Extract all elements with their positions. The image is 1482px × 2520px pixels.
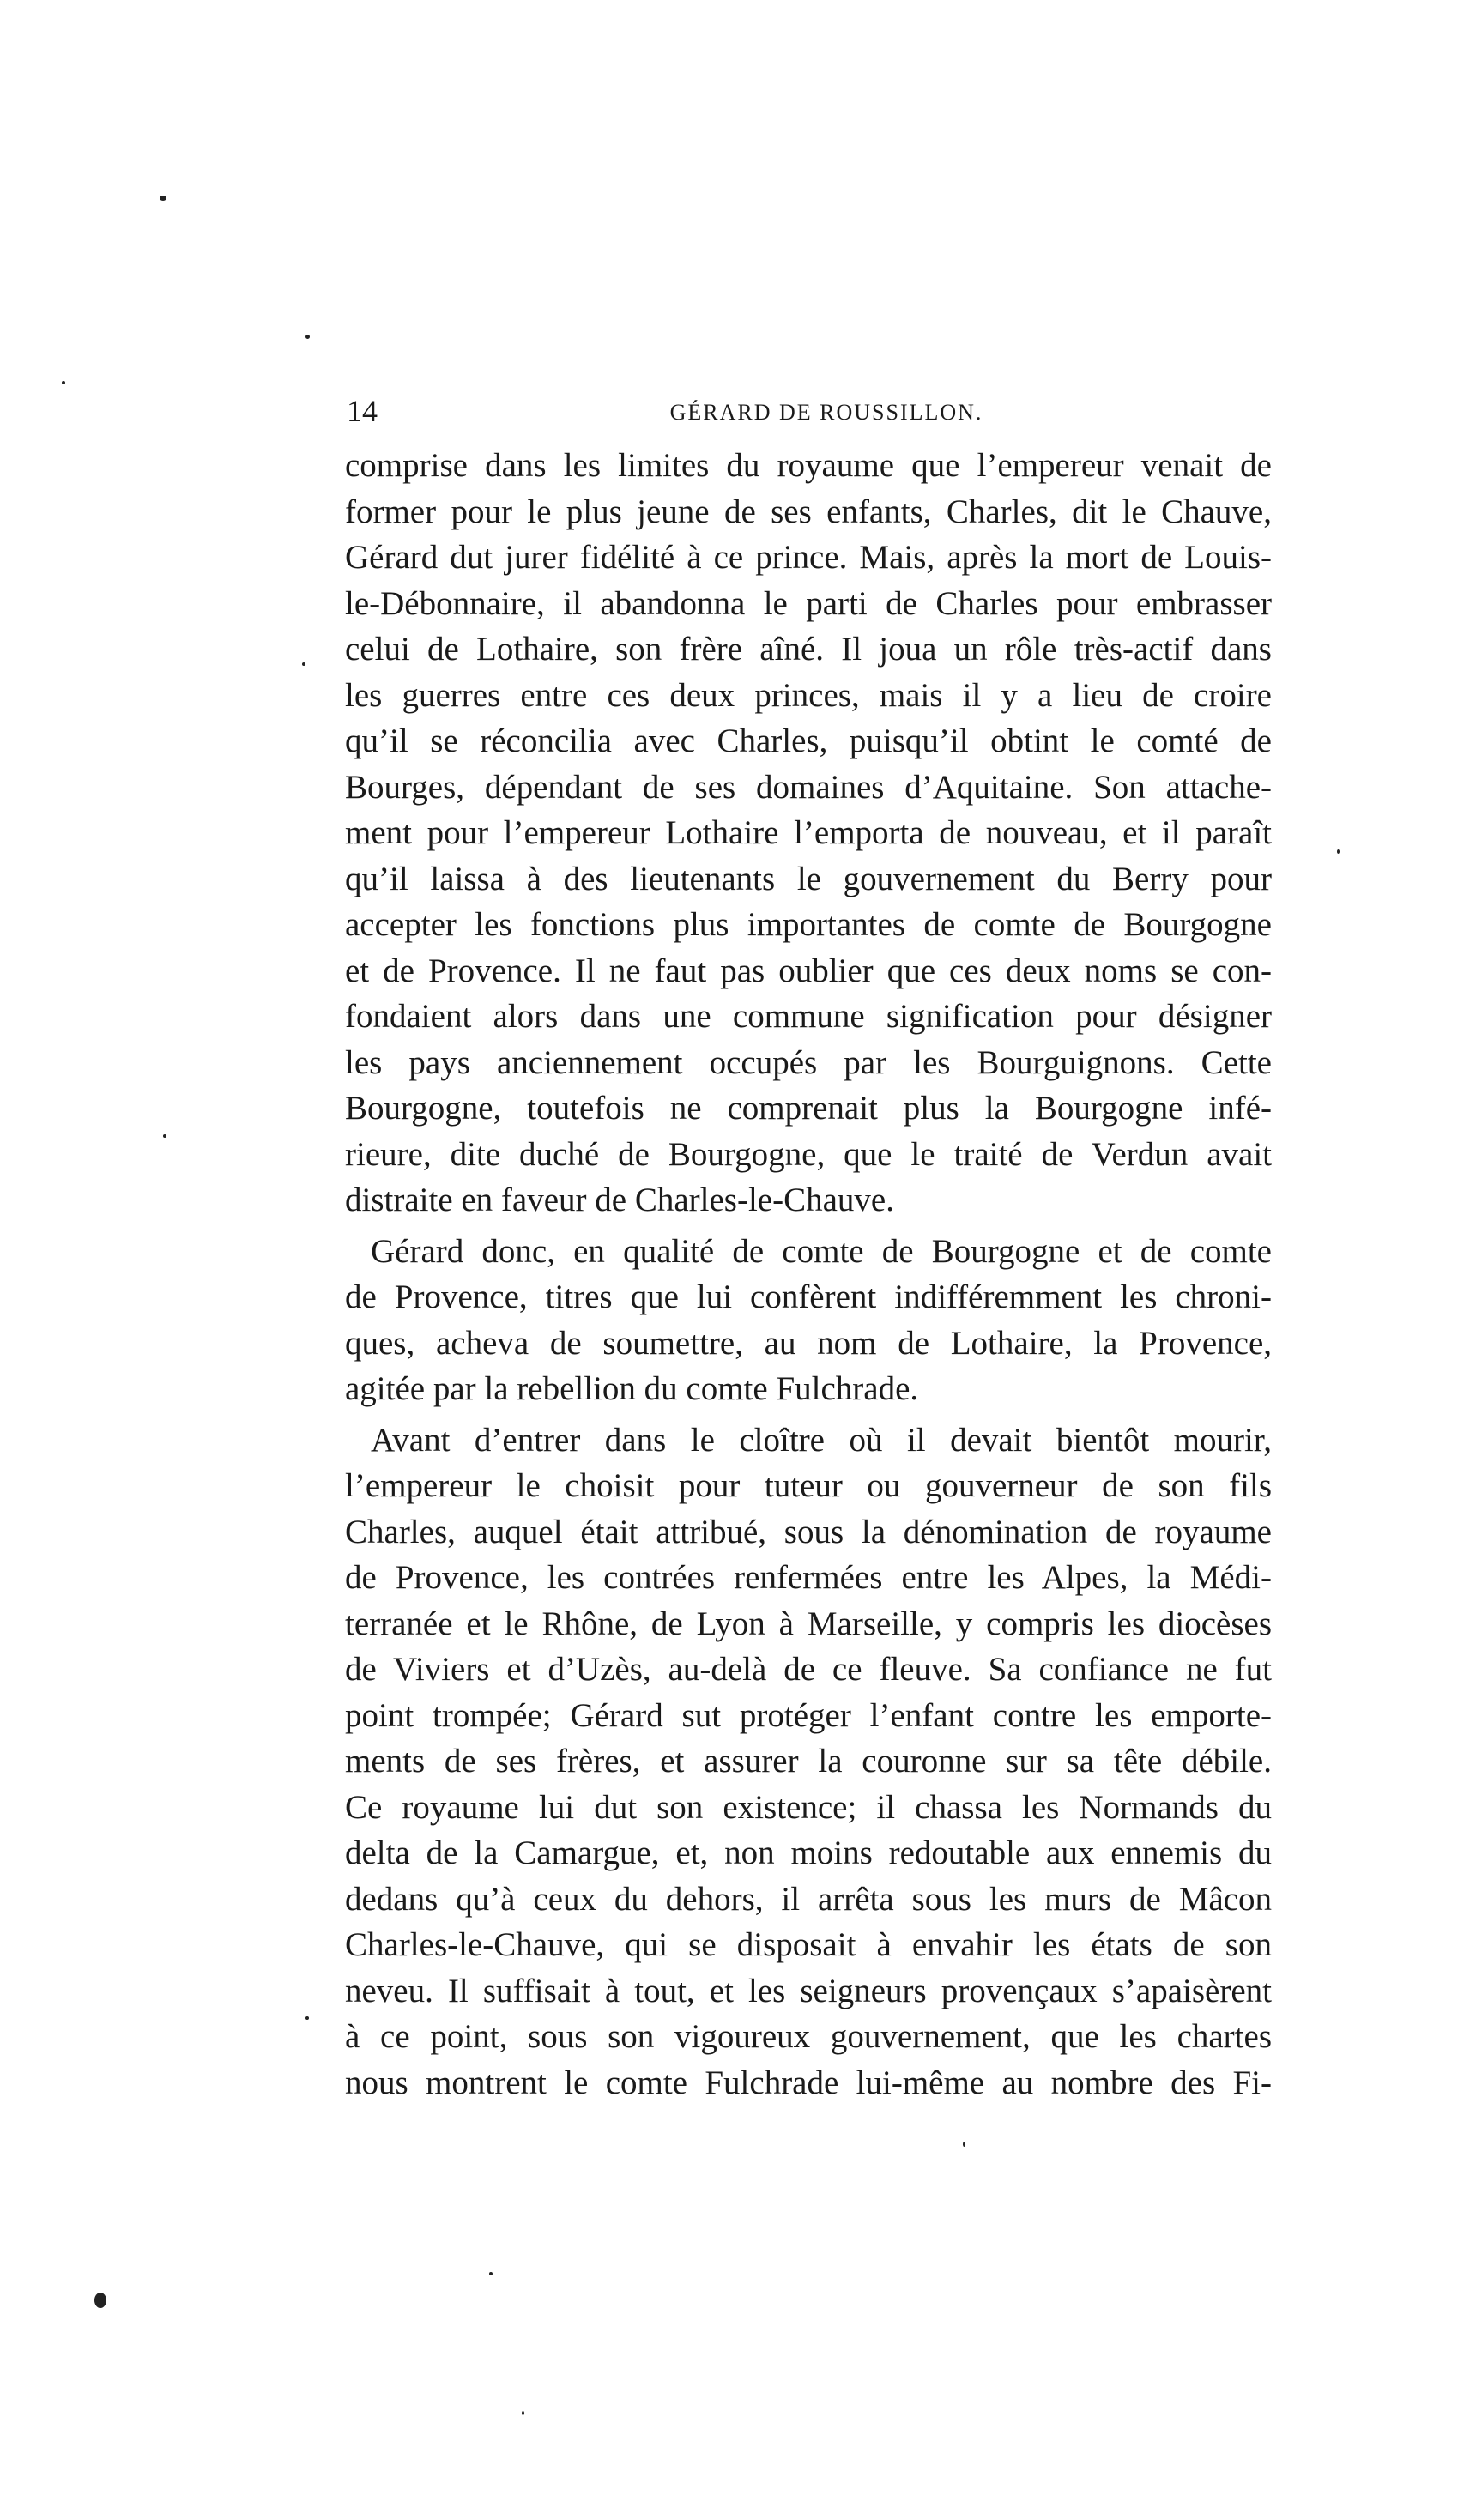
text-line: à ce point, sous son vigoureux gouvernement, que les chartes: [345, 2018, 1272, 2055]
text-line: distraite en faveur de Charles-le-Chauve.: [345, 1181, 894, 1218]
text-line: celui de Lothaire, son frère aîné. Il joua un rôle très-actif dans: [345, 631, 1272, 668]
text-line: le-Débonnaire, il abandonna le parti de Charles pour embrasser: [345, 584, 1272, 622]
text-line: delta de la Camargue, et, non moins redoutable aux ennemis du: [345, 1834, 1272, 1871]
scan-speck: [163, 1134, 166, 1138]
text-line: Charles, auquel était attribué, sous la dénomination de royaume: [345, 1513, 1272, 1550]
body-text: [345, 443, 1272, 2106]
text-line: former pour le plus jeune de ses enfants, Charles, dit le Chauve,: [345, 493, 1272, 530]
text-line: Gérard dut jurer fidélité à ce prince. Mais, après la mort de Louis-: [345, 539, 1272, 576]
text-line: Bourges, dépendant de ses domaines d’Aquitaine. Son attache-: [345, 768, 1272, 806]
text-line: et de Provence. Il ne faut pas oublier que ces deux noms se con-: [345, 952, 1272, 989]
text-line: neveu. Il suffisait à tout, et les seigneurs provençaux s’apaisèrent: [345, 1972, 1272, 2009]
page-header: [347, 391, 1272, 431]
scan-speck: [62, 381, 65, 384]
scan-speck: [302, 662, 305, 666]
text-line: terranée et le Rhône, de Lyon à Marseille, y compris les diocèses: [345, 1604, 1272, 1642]
text-line: point trompée; Gérard sut protéger l’enfant contre les emporte-: [345, 1696, 1272, 1734]
text-line: de Provence, les contrées renfermées entre les Alpes, la Médi-: [345, 1559, 1272, 1596]
text-line: Ce royaume lui dut son existence; il chassa les Normands du: [345, 1788, 1272, 1826]
scan-speck: [1337, 849, 1340, 854]
text-line: agitée par la rebellion du comte Fulchrade.: [345, 1370, 919, 1407]
running-title: GÉRARD DE ROUSSILLON.: [669, 400, 983, 425]
scan-speck: [94, 2293, 106, 2308]
text-line: les guerres entre ces deux princes, mais il y a lieu de croire: [345, 676, 1272, 714]
text-line: Avant d’entrer dans le cloître où il devait bientôt mourir,: [371, 1421, 1272, 1459]
text-line: qu’il se réconcilia avec Charles, puisqu’il obtint le comté de: [345, 722, 1272, 759]
text-line: Charles-le-Chauve, qui se disposait à envahir les états de son: [345, 1926, 1272, 1963]
text-line: comprise dans les limites du royaume que l’empereur venait de: [345, 447, 1272, 484]
text-line: dedans qu’à ceux du dehors, il arrêta sous les murs de Mâcon: [345, 1880, 1272, 1918]
page-number: 14: [347, 394, 378, 428]
text-line: de Viviers et d’Uzès, au-delà de ce fleuve. Sa confiance ne fut: [345, 1651, 1272, 1688]
scan-speck: [963, 2142, 965, 2147]
text-line: l’empereur le choisit pour tuteur ou gouverneur de son fils: [345, 1467, 1272, 1504]
scan-speck: [489, 2272, 493, 2275]
scan-speck: [305, 335, 310, 339]
text-line: ment pour l’empereur Lothaire l’emporta de nouveau, et il paraît: [345, 814, 1272, 851]
text-line: de Provence, titres que lui confèrent indifféremment les chroni-: [345, 1278, 1272, 1315]
scan-speck: [160, 196, 166, 201]
scan-speck: [522, 2411, 524, 2415]
text-line: accepter les fonctions plus importantes de comte de Bourgogne: [345, 906, 1272, 943]
paragraph: [345, 443, 1272, 1224]
text-line: fondaient alors dans une commune signification pour désigner: [345, 998, 1272, 1035]
paragraph: [345, 1229, 1272, 1412]
text-line: Gérard donc, en qualité de comte de Bourgogne et de comte: [371, 1232, 1272, 1270]
paragraph: [345, 1417, 1272, 2106]
text-line: ments de ses frères, et assurer la couronne sur sa tête débile.: [345, 1743, 1272, 1780]
text-line: rieure, dite duché de Bourgogne, que le traité de Verdun avait: [345, 1135, 1272, 1173]
text-line: nous montrent le comte Fulchrade lui-même au nombre des Fi-: [345, 2064, 1272, 2101]
text-line: ques, acheva de soumettre, au nom de Lothaire, la Provence,: [345, 1324, 1272, 1362]
text-line: Bourgogne, toutefois ne comprenait plus la Bourgogne infé-: [345, 1090, 1272, 1127]
text-line: les pays anciennement occupés par les Bourguignons. Cette: [345, 1043, 1272, 1081]
scan-speck: [305, 2016, 309, 2020]
text-line: qu’il laissa à des lieutenants le gouvernement du Berry pour: [345, 860, 1272, 897]
